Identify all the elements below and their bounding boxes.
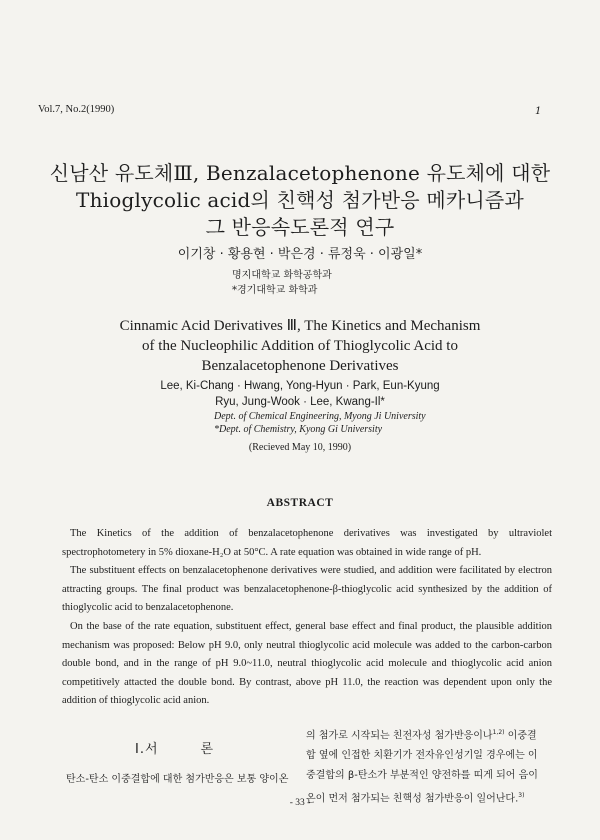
english-title-line: of the Nucleophilic Addition of Thioglycolic Acid to (142, 338, 458, 354)
korean-title (0, 160, 600, 241)
received-date: (Recieved May 10, 1990) (248, 442, 352, 453)
korean-affiliation: *경기대학교 화학과 (232, 285, 318, 296)
abstract-body (62, 525, 552, 711)
korean-title-line: 그 반응속도론적 연구 (205, 215, 395, 239)
footer-page-number: - 33 - (289, 798, 311, 808)
korean-authors: 이기창 · 황용현 · 박은경 · 류정욱 · 이광일* (177, 247, 423, 262)
left-column-text: 탄소-탄소 이중결합에 대한 첨가반응은 보통 양이온 (66, 774, 289, 785)
english-affiliation: Dept. of Chemical Engineering, Myong Ji University (214, 411, 426, 422)
korean-title-line: 신남산 유도체Ⅲ, Benzalacetophenone 유도체에 대한 (49, 161, 551, 185)
citation: 3) (518, 792, 525, 800)
right-line-part: 이중결 (504, 730, 537, 742)
right-line-part: 온이 먼저 첨가되는 친핵성 첨가반응이 일어난다. (306, 793, 519, 805)
section-number: Ⅰ.서 (135, 742, 159, 757)
right-column-line (306, 723, 556, 746)
english-author-line: Lee, Ki-Chang · Hwang, Yong-Hyun · Park, Eun-Kyung (160, 380, 440, 392)
abstract-paragraph: The substituent effects on benzalacetophenone derivatives were studied, and addition were facilitated by electron attracting groups. The final product was benzalacetophenone-β-thioglycolic acid synthesized by the addition of thioglycolic acid to benzalacetophenone. (62, 565, 552, 614)
abstract-paragraph: The Kinetics of the addition of benzalacetophenone derivatives was investigated by ultraviolet spectrophotometery in 5% dioxane-H₂O at 50°C. A rate equation was obtained in wide range of pH. (62, 528, 552, 558)
abstract-paragraph: On the base of the rate equation, substituent effect, general base effect and final product, the plausible addition mechanism was proposed: Below pH 9.0, only neutral thioglycolic acid molecule was added to the carbon-carbon double bond, and in the range of pH 9.0~11.0, neutral thioglycolic acid molecule and thioglycolic acid anion competitively attacted the double bond. By contrast, above pH 11.0, the reaction was dependent upon only the addition of thioglycolic acid anion. (62, 620, 552, 707)
journal-volume: Vol.7, No.2(1990) (38, 104, 115, 115)
korean-title-line: Thioglycolic acid의 친핵성 첨가반응 메카니즘과 (76, 188, 524, 212)
korean-affiliations (232, 268, 332, 298)
english-affiliation: *Dept. of Chemistry, Kyong Gi University (214, 424, 383, 435)
right-column-text (306, 723, 556, 810)
korean-affiliation: 명지대학교 화학공학과 (232, 270, 332, 281)
citation: 1,2) (492, 729, 505, 736)
abstract-heading: ABSTRACT (266, 497, 334, 509)
page-number: 1 (535, 106, 542, 117)
english-authors (0, 378, 600, 410)
english-affiliations (214, 410, 426, 436)
section-title: 론 (200, 742, 215, 757)
right-column-line: 합 옆에 인접한 치환기가 전자유인성기일 경우에는 이 (306, 750, 538, 762)
english-title (0, 316, 600, 376)
section-heading (135, 738, 214, 757)
right-column-line: 중결합의 β-탄소가 부분적인 양전하를 띠게 되어 음이 (306, 770, 538, 782)
english-title-line: Cinnamic Acid Derivatives Ⅲ, The Kinetics and Mechanism (119, 318, 481, 334)
right-line-part: 의 첨가로 시작되는 친전자성 첨가반응이나 (306, 730, 493, 742)
english-title-line: Benzalacetophenone Derivatives (201, 358, 399, 374)
english-author-line: Ryu, Jung-Wook · Lee, Kwang-Il* (215, 396, 385, 408)
